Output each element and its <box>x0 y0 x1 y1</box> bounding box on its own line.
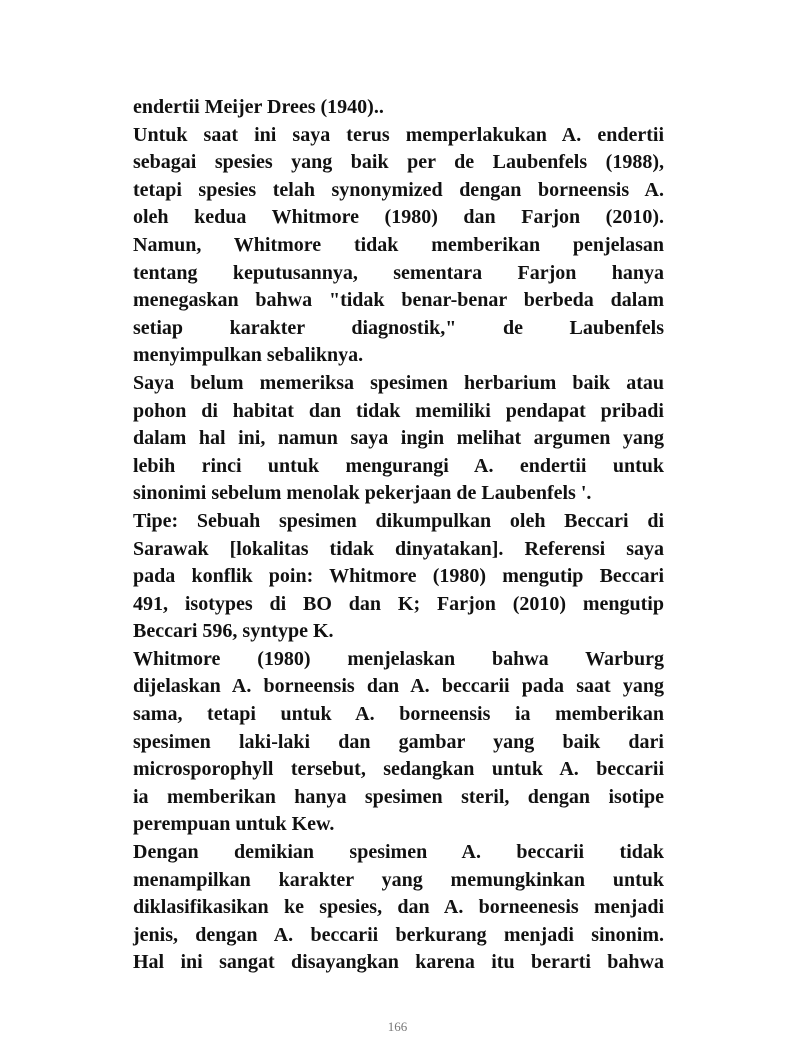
text-line: Namun, Whitmore tidak memberikan penjelasan <box>133 233 664 256</box>
paragraph <box>133 94 664 122</box>
page-number: 166 <box>387 1019 408 1034</box>
text-line: pohon di habitat dan tidak memiliki pendapat pribadi <box>133 399 664 422</box>
text-line: sinonimi sebelum menolak pekerjaan de Laubenfels '. <box>133 482 592 505</box>
text-line: menyimpulkan sebaliknya. <box>133 344 364 367</box>
text-line: tentang keputusannya, sementara Farjon hanya <box>133 261 664 284</box>
text-line: tetapi spesies telah synonymized dengan borneensis A. <box>133 178 664 201</box>
text-line: jenis, dengan A. beccarii berkurang menjadi sinonim. <box>133 923 664 946</box>
text-line: setiap karakter diagnostik," de Laubenfels <box>133 316 664 339</box>
text-line: diklasifikasikan ke spesies, dan A. borneenesis menjadi <box>133 896 664 919</box>
text-line: microsporophyll tersebut, sedangkan untuk A. beccarii <box>133 758 664 781</box>
text-line: ia memberikan hanya spesimen steril, dengan isotipe <box>133 785 664 808</box>
paragraph <box>133 839 664 977</box>
paragraph <box>133 646 664 839</box>
text-line: perempuan untuk Kew. <box>133 813 335 836</box>
paragraph <box>133 508 664 646</box>
text-line: Whitmore (1980) menjelaskan bahwa Warburg <box>133 647 664 670</box>
text-line: Untuk saat ini saya terus memperlakukan A. endertii <box>133 123 664 146</box>
text-line: Sarawak [lokalitas tidak dinyatakan]. Referensi saya <box>133 537 664 560</box>
text-line: Beccari 596, syntype K. <box>133 620 334 643</box>
text-line: sama, tetapi untuk A. borneensis ia memberikan <box>133 703 664 726</box>
text-line: sebagai spesies yang baik per de Laubenfels (1988), <box>133 151 664 174</box>
text-line: oleh kedua Whitmore (1980) dan Farjon (2010). <box>133 206 664 229</box>
body-text <box>133 94 664 977</box>
text-line: pada konflik poin: Whitmore (1980) mengutip Beccari <box>133 565 664 588</box>
text-line: Hal ini sangat disayangkan karena itu berarti bahwa <box>133 951 664 974</box>
text-line: Saya belum memeriksa spesimen herbarium baik atau <box>133 371 664 394</box>
text-line: spesimen laki-laki dan gambar yang baik dari <box>133 730 664 753</box>
text-line: 491, isotypes di BO dan K; Farjon (2010) mengutip <box>133 592 664 615</box>
text-line: lebih rinci untuk mengurangi A. endertii untuk <box>133 454 664 477</box>
text-line: Dengan demikian spesimen A. beccarii tidak <box>133 841 664 864</box>
text-line: menegaskan bahwa "tidak benar-benar berbeda dalam <box>133 289 664 312</box>
text-line: endertii Meijer Drees (1940).. <box>133 96 384 118</box>
paragraph <box>133 370 664 508</box>
paragraph <box>133 122 664 370</box>
text-line: menampilkan karakter yang memungkinkan untuk <box>133 868 664 891</box>
text-line: Tipe: Sebuah spesimen dikumpulkan oleh Beccari di <box>133 509 664 532</box>
text-line: dijelaskan A. borneensis dan A. beccarii pada saat yang <box>133 675 664 698</box>
text-line: dalam hal ini, namun saya ingin melihat argumen yang <box>133 427 664 450</box>
